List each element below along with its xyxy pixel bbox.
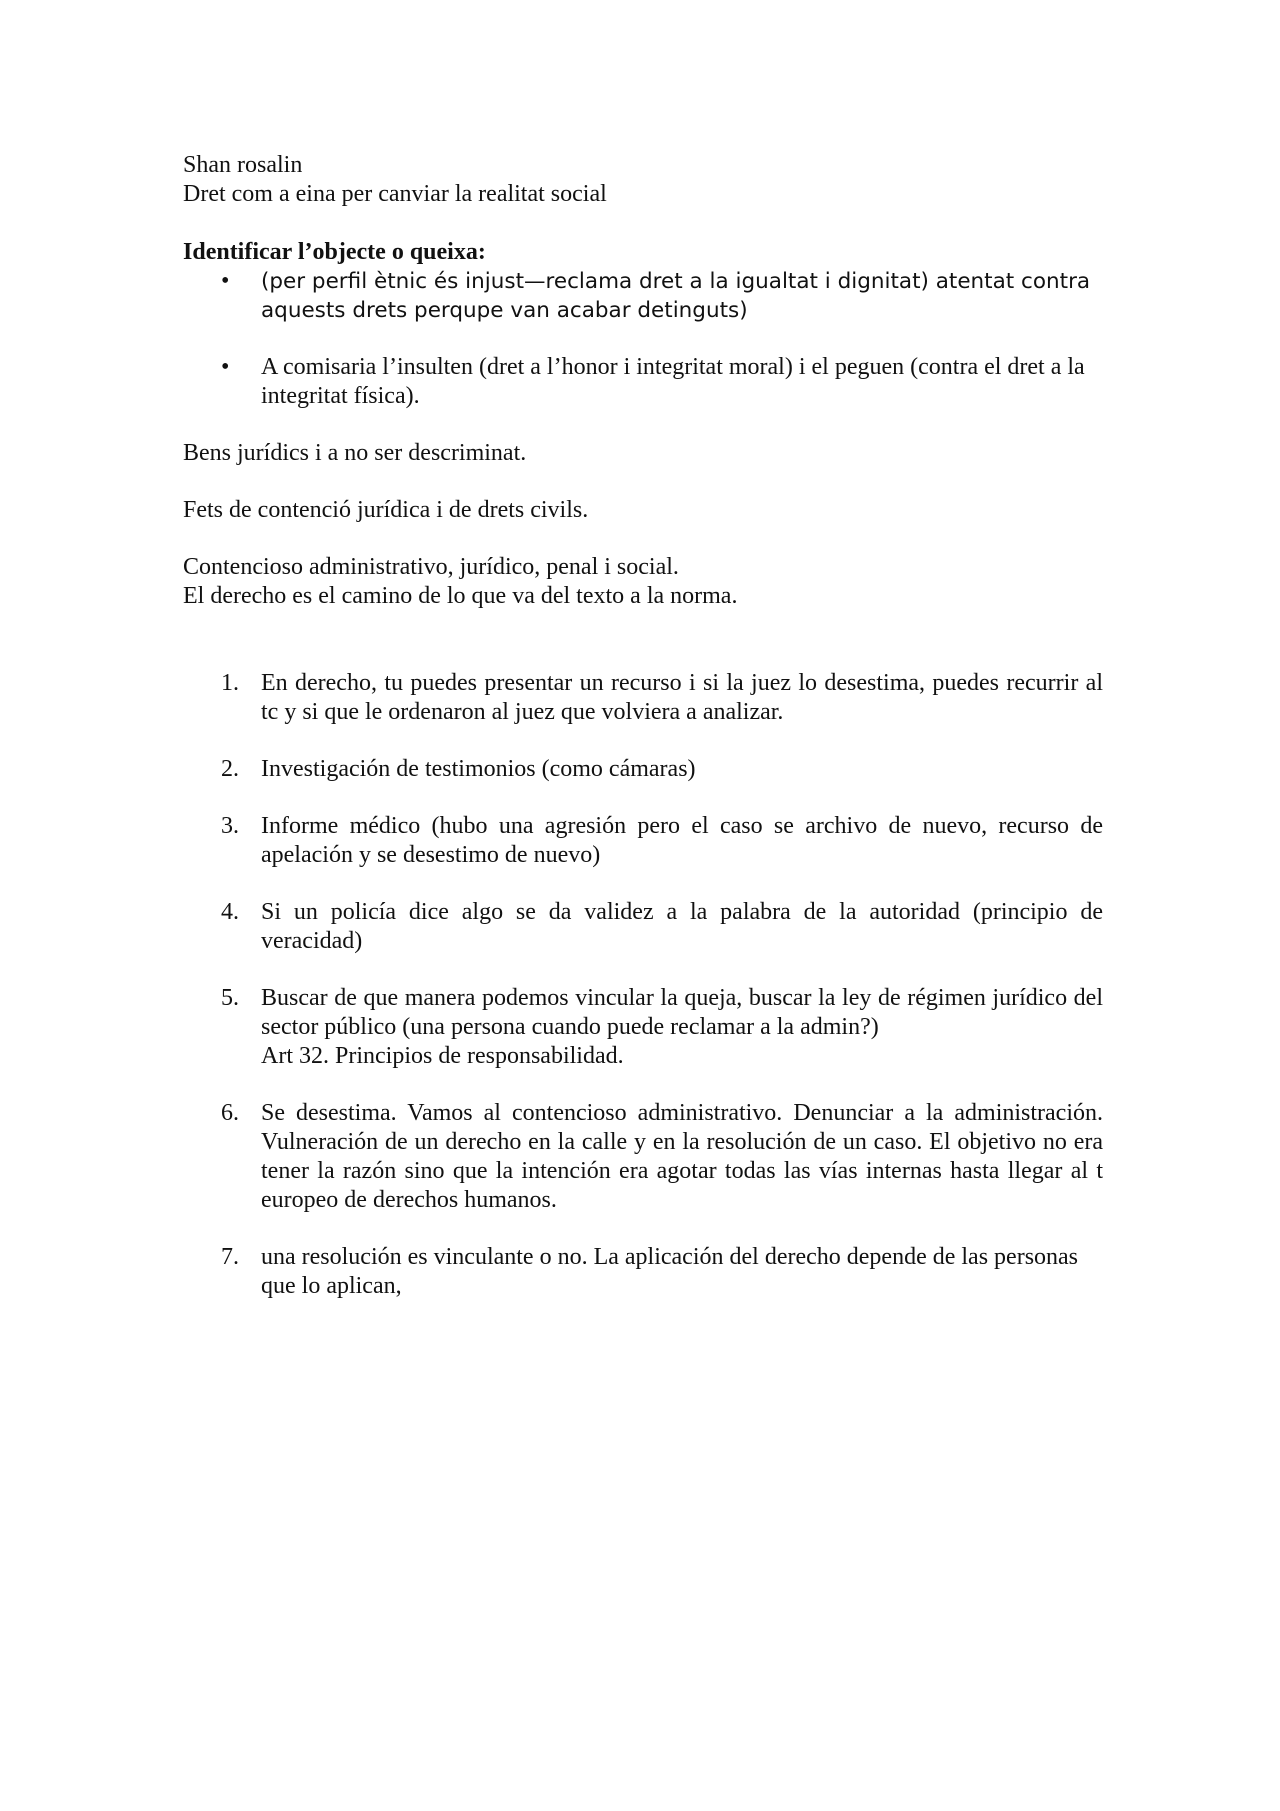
list-item-text: Buscar de que manera podemos vincular la queja, buscar la ley de régimen jurídico del sector público (una persona cuando puede reclamar a la admin?) [261, 985, 1103, 1040]
list-item [183, 755, 1103, 784]
bullet-icon: • [221, 268, 230, 294]
list-number: 1. [221, 670, 239, 696]
bullet-icon: • [221, 354, 230, 380]
list-item-extra-line: Art 32. Principios de responsabilidad. [261, 1043, 624, 1069]
list-number: 7. [221, 1244, 239, 1270]
paragraph: Bens jurídics i a no ser descriminat. [183, 440, 527, 466]
list-item-text: Investigación de testimonios (como cámaras) [261, 756, 696, 782]
list-number: 2. [221, 756, 239, 782]
bullet-list [183, 267, 1103, 411]
list-item-text: Si un policía dice algo se da validez a la palabra de la autoridad (principio de veracidad) [261, 899, 1103, 954]
list-item [183, 353, 1103, 411]
list-number: 6. [221, 1100, 239, 1126]
author-name: Shan rosalin [183, 152, 303, 178]
list-number: 3. [221, 813, 239, 839]
list-number: 4. [221, 899, 239, 925]
list-item-text: una resolución es vinculante o no. La aplicación del derecho depende de las personas que lo aplican, [261, 1244, 1079, 1299]
document-subtitle: Dret com a eina per canviar la realitat social [183, 181, 607, 207]
bullet-text: A comisaria l’insulten (dret a l’honor i integritat moral) i el peguen (contra el dret a la integritat física). [261, 354, 1085, 409]
paragraph: El derecho es el camino de lo que va del texto a la norma. [183, 583, 738, 609]
list-item-text: Se desestima. Vamos al contencioso administrativo. Denunciar a la administración. Vulneración de un derecho en la calle y en la resolución de un caso. El objetivo no era tener la razón sino que la intención era agotar todas las vías internas hasta llegar al t europeo de derechos humanos. [261, 1100, 1103, 1213]
section-heading: Identificar l’objecte o queixa: [183, 239, 486, 265]
list-item [183, 267, 1103, 325]
bullet-text: (per perfil ètnic és injust—reclama dret a la igualtat i dignitat) atentat contra aquests drets perqupe van acabar detinguts) [261, 269, 1091, 323]
list-item [183, 669, 1103, 727]
list-item-text: Informe médico (hubo una agresión pero el caso se archivo de nuevo, recurso de apelación y se desestimo de nuevo) [261, 813, 1103, 868]
paragraph: Fets de contenció jurídica i de drets civils. [183, 497, 589, 523]
list-item [183, 898, 1103, 956]
list-item-text: En derecho, tu puedes presentar un recurso i si la juez lo desestima, puedes recurrir al tc y si que le ordenaron al juez que volviera a analizar. [261, 670, 1103, 725]
paragraph: Contencioso administrativo, jurídico, penal i social. [183, 554, 679, 580]
list-item [183, 984, 1103, 1071]
list-item [183, 1243, 1103, 1301]
document-page [183, 151, 1103, 1301]
list-item [183, 1099, 1103, 1215]
list-item [183, 812, 1103, 870]
list-number: 5. [221, 985, 239, 1011]
numbered-list [183, 669, 1103, 1301]
